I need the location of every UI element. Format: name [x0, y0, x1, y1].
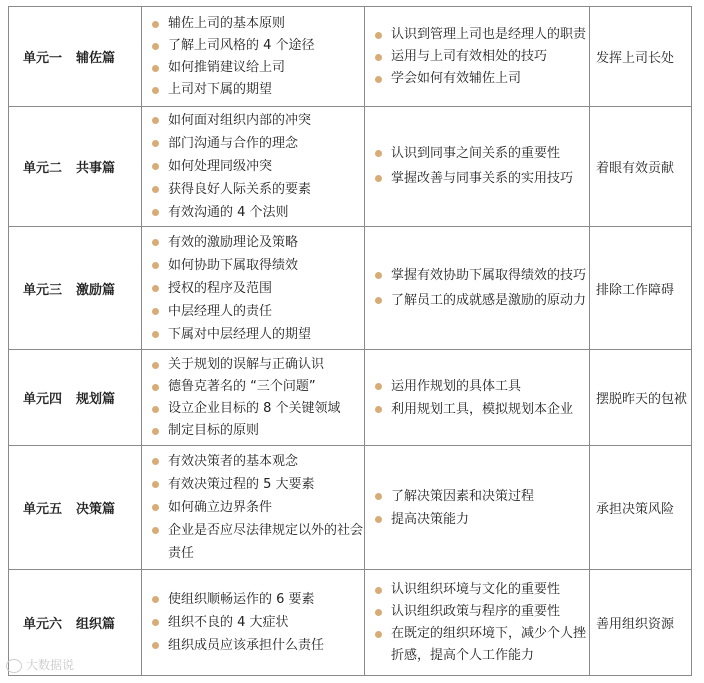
- bullet-dot-icon: [152, 458, 159, 465]
- list-item: 利用规划工具，模拟规划本企业: [375, 398, 589, 421]
- bullet-dot-icon: [375, 54, 382, 61]
- bullet-dot-icon: [375, 32, 382, 39]
- list-item: 有效的激励理论及策略: [152, 231, 364, 254]
- bullet-dot-icon: [152, 504, 159, 511]
- unit-name: 单元四: [23, 392, 63, 407]
- topics-cell: [142, 227, 365, 350]
- unit-cell: [9, 350, 142, 446]
- topics-cell: [142, 107, 365, 227]
- bullet-dot-icon: [375, 150, 382, 157]
- bullet-dot-icon: [152, 87, 159, 94]
- list-item: 如何处理同级冲突: [152, 155, 364, 178]
- goals-cell: [365, 7, 590, 107]
- bullet-dot-icon: [152, 362, 159, 369]
- list-item: 运用作规划的具体工具: [375, 375, 589, 398]
- bullet-dot-icon: [152, 43, 159, 50]
- bullet-dot-icon: [375, 493, 382, 500]
- unit-name: 单元六: [23, 617, 63, 632]
- theme-cell: 发挥上司长处: [590, 7, 692, 107]
- list-item: 认识组织政策与程序的重要性: [375, 601, 589, 623]
- unit-name: 单元二: [23, 161, 63, 176]
- theme-cell: 排除工作障碍: [590, 227, 692, 350]
- table-row: [9, 570, 692, 676]
- list-item: 有效决策者的基本观念: [152, 450, 364, 473]
- bullet-dot-icon: [152, 117, 159, 124]
- goals-cell: [365, 570, 590, 676]
- list-item: 在既定的组织环境下，减少个人挫折感，提高个人工作能力: [375, 623, 589, 667]
- table-row: [9, 350, 692, 446]
- course-table: [8, 6, 692, 676]
- table-row: [9, 107, 692, 227]
- list-item: 如何面对组织内部的冲突: [152, 109, 364, 132]
- bullet-dot-icon: [152, 239, 159, 246]
- theme-cell: 承担决策风险: [590, 446, 692, 570]
- bullet-dot-icon: [152, 527, 159, 534]
- bullet-dot-icon: [375, 406, 382, 413]
- list-item: 中层经理人的责任: [152, 300, 364, 323]
- list-item: 获得良好人际关系的要素: [152, 178, 364, 201]
- unit-cell: [9, 446, 142, 570]
- theme-cell: 摆脱昨天的包袱: [590, 350, 692, 446]
- list-item: 认识到管理上司也是经理人的职责: [375, 24, 589, 46]
- topics-cell: [142, 350, 365, 446]
- table-row: [9, 227, 692, 350]
- topics-cell: [142, 446, 365, 570]
- unit-name: 单元三: [23, 282, 63, 298]
- list-item: 有效决策过程的 5 大要素: [152, 473, 364, 496]
- topics-cell: [142, 7, 365, 107]
- list-item: 如何推销建议给上司: [152, 57, 364, 79]
- list-item: 制定目标的原则: [152, 420, 364, 442]
- table-row: [9, 446, 692, 570]
- list-item: 辅佐上司的基本原则: [152, 13, 364, 35]
- unit-title: 辅佐篇: [76, 51, 116, 66]
- goals-cell: [365, 350, 590, 446]
- list-item: 了解决策因素和决策过程: [375, 485, 589, 508]
- unit-name: 单元一: [23, 51, 63, 66]
- unit-cell: [9, 107, 142, 227]
- list-item: 部门沟通与合作的理念: [152, 132, 364, 155]
- list-item: 关于规划的误解与正确认识: [152, 354, 364, 376]
- bullet-dot-icon: [152, 65, 159, 72]
- list-item: 有效沟通的 4 个法则: [152, 201, 364, 224]
- bullet-dot-icon: [375, 631, 382, 638]
- table-row: [9, 7, 692, 107]
- list-item: 了解员工的成就感是激励的原动力: [375, 289, 589, 313]
- bullet-dot-icon: [152, 642, 159, 649]
- unit-title: 激励篇: [76, 282, 116, 298]
- list-item: 掌握改善与同事关系的实用技巧: [375, 167, 589, 191]
- list-item: 组织不良的 4 大症状: [152, 611, 364, 634]
- bullet-dot-icon: [375, 609, 382, 616]
- bullet-dot-icon: [375, 272, 382, 279]
- list-item: 如何协助下属取得绩效: [152, 254, 364, 277]
- bullet-dot-icon: [152, 384, 159, 391]
- list-item: 德鲁克著名的 “三个问题”: [152, 376, 364, 398]
- bullet-dot-icon: [152, 596, 159, 603]
- list-item: 使组织顺畅运作的 6 要素: [152, 588, 364, 611]
- bullet-dot-icon: [375, 76, 382, 83]
- bullet-dot-icon: [152, 406, 159, 413]
- bullet-dot-icon: [152, 619, 159, 626]
- topics-cell: [142, 570, 365, 676]
- list-item: 上司对下属的期望: [152, 79, 364, 101]
- unit-cell: [9, 7, 142, 107]
- watermark-logo-icon: [6, 659, 22, 673]
- unit-title: 共事篇: [76, 161, 116, 176]
- bullet-dot-icon: [152, 481, 159, 488]
- list-item: 运用与上司有效相处的技巧: [375, 46, 589, 68]
- watermark-text: 大数据说: [26, 658, 75, 672]
- list-item: 授权的程序及范围: [152, 277, 364, 300]
- bullet-dot-icon: [375, 587, 382, 594]
- bullet-dot-icon: [152, 285, 159, 292]
- bullet-dot-icon: [375, 383, 382, 390]
- list-item: 提高决策能力: [375, 508, 589, 531]
- bullet-dot-icon: [152, 209, 159, 216]
- bullet-dot-icon: [152, 308, 159, 315]
- list-item: 学会如何有效辅佐上司: [375, 68, 589, 90]
- list-item: 认识组织环境与文化的重要性: [375, 579, 589, 601]
- unit-cell: [9, 227, 142, 350]
- list-item: 组织成员应该承担什么责任: [152, 634, 364, 657]
- list-item: 下属对中层经理人的期望: [152, 323, 364, 346]
- goals-cell: [365, 227, 590, 350]
- bullet-dot-icon: [375, 516, 382, 523]
- bullet-dot-icon: [152, 428, 159, 435]
- theme-cell: 着眼有效贡献: [590, 107, 692, 227]
- bullet-dot-icon: [152, 21, 159, 28]
- unit-title: 规划篇: [76, 392, 116, 407]
- unit-title: 决策篇: [76, 502, 116, 517]
- watermark: [6, 656, 74, 673]
- bullet-dot-icon: [152, 262, 159, 269]
- theme-cell: 善用组织资源: [590, 570, 692, 676]
- unit-title: 组织篇: [76, 617, 116, 632]
- bullet-dot-icon: [375, 175, 382, 182]
- list-item: 认识到同事之间关系的重要性: [375, 142, 589, 166]
- bullet-dot-icon: [152, 331, 159, 338]
- list-item: 设立企业目标的 8 个关键领域: [152, 398, 364, 420]
- bullet-dot-icon: [152, 140, 159, 147]
- list-item: 了解上司风格的 4 个途径: [152, 35, 364, 57]
- bullet-dot-icon: [152, 163, 159, 170]
- goals-cell: [365, 446, 590, 570]
- unit-name: 单元五: [23, 502, 63, 517]
- bullet-dot-icon: [375, 297, 382, 304]
- list-item: 如何确立边界条件: [152, 496, 364, 519]
- list-item: 企业是否应尽法律规定以外的社会责任: [152, 519, 364, 565]
- bullet-dot-icon: [152, 186, 159, 193]
- list-item: 掌握有效协助下属取得绩效的技巧: [375, 264, 589, 288]
- goals-cell: [365, 107, 590, 227]
